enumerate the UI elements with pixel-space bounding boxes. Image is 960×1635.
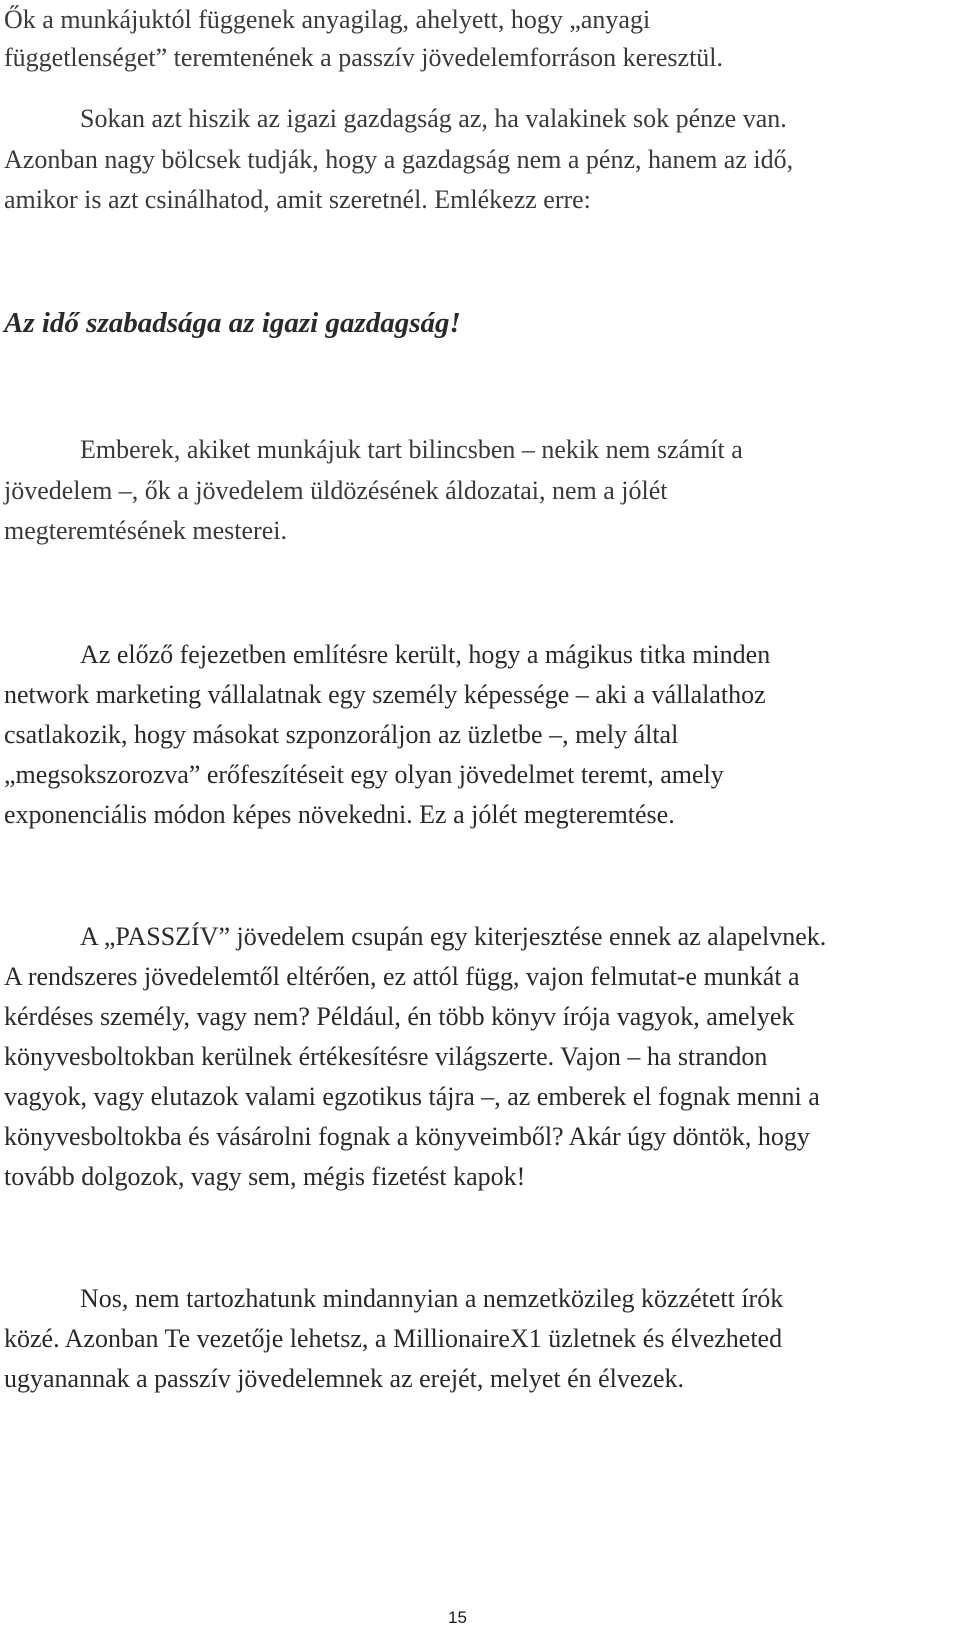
- paragraph-2-line-3: amikor is azt csinálhatod, amit szeretnél. Emlékezz erre:: [4, 185, 591, 214]
- paragraph-5-line-3: kérdéses személy, vagy nem? Például, én több könyv írója vagyok, amelyek: [4, 1002, 795, 1031]
- page-number: 15: [448, 1608, 467, 1627]
- paragraph-4-line-3: csatlakozik, hogy másokat szponzoráljon az üzletbe –, mely által: [4, 720, 679, 749]
- paragraph-5-line-5: vagyok, vagy elutazok valami egzotikus tájra –, az emberek el fognak menni a: [4, 1082, 820, 1111]
- paragraph-2-line-2: Azonban nagy bölcsek tudják, hogy a gazdagság nem a pénz, hanem az idő,: [4, 145, 794, 174]
- paragraph-5-line-2: A rendszeres jövedelemtől eltérően, ez attól függ, vajon felmutat-e munkát a: [4, 962, 800, 991]
- paragraph-1-line-2: függetlenséget” teremtenének a passzív jövedelemforráson keresztül.: [4, 43, 724, 72]
- paragraph-4-line-2: network marketing vállalatnak egy személy képessége – aki a vállalathoz: [4, 680, 766, 709]
- paragraph-5-line-1: A „PASSZÍV” jövedelem csupán egy kiterjesztése ennek az alapelvnek.: [80, 922, 827, 951]
- paragraph-4-line-5: exponenciális módon képes növekedni. Ez a jólét megteremtése.: [4, 800, 675, 829]
- paragraph-3-line-3: megteremtésének mesterei.: [4, 516, 287, 545]
- paragraph-3-line-1: Emberek, akiket munkájuk tart bilincsben – nekik nem számít a: [80, 435, 743, 464]
- paragraph-1-line-1: Ők a munkájuktól függenek anyagilag, ahelyett, hogy „anyagi: [4, 5, 651, 34]
- paragraph-5-line-4: könyvesboltokban kerülnek értékesítésre világszerte. Vajon – ha strandon: [4, 1042, 768, 1071]
- paragraph-6-line-1: Nos, nem tartozhatunk mindannyian a nemzetközileg közzétett írók: [80, 1284, 784, 1313]
- paragraph-5-line-7: tovább dolgozok, vagy sem, mégis fizetést kapok!: [4, 1162, 526, 1191]
- paragraph-6-line-3: ugyanannak a passzív jövedelemnek az erejét, melyet én élvezek.: [4, 1364, 685, 1393]
- paragraph-4-line-4: „megsokszorozva” erőfeszítéseit egy olyan jövedelmet teremt, amely: [4, 760, 724, 789]
- paragraph-6-line-2: közé. Azonban Te vezetője lehetsz, a MillionaireX1 üzletnek és élvezheted: [4, 1324, 783, 1353]
- paragraph-5-line-6: könyvesboltokba és vásárolni fognak a könyveimből? Akár úgy döntök, hogy: [4, 1122, 810, 1151]
- paragraph-2-line-1: Sokan azt hiszik az igazi gazdagság az, ha valakinek sok pénze van.: [80, 104, 787, 133]
- emphasis-heading: Az idő szabadsága az igazi gazdagság!: [4, 307, 461, 339]
- paragraph-3-line-2: jövedelem –, ők a jövedelem üldözésének áldozatai, nem a jólét: [4, 476, 668, 505]
- paragraph-4-line-1: Az előző fejezetben említésre került, hogy a mágikus titka minden: [80, 640, 771, 669]
